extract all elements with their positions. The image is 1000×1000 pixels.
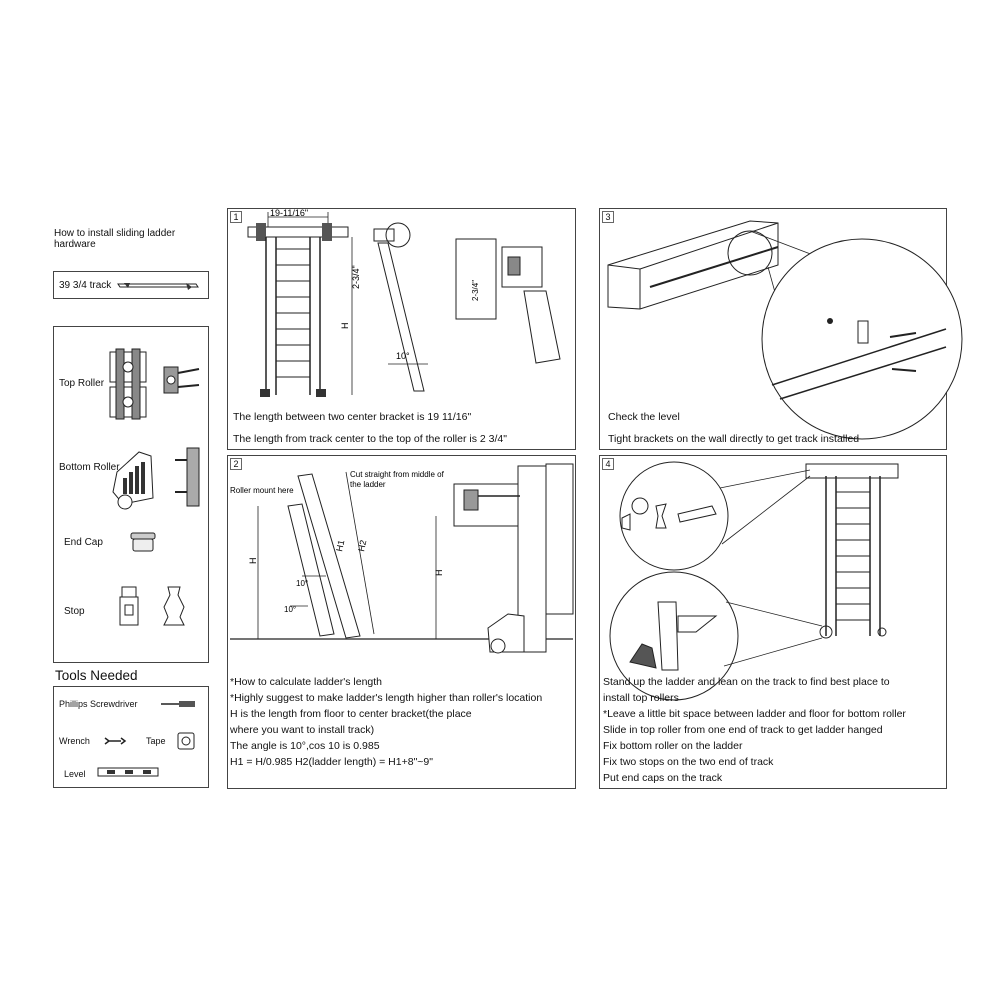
stop-icon — [116, 585, 196, 629]
step-2-line-2: *Highly suggest to make ladder's length higher than roller's location — [230, 692, 543, 704]
step-3-number: 3 — [602, 211, 614, 223]
step-2-note-roller: Roller mount here — [230, 486, 294, 495]
tools-heading: Tools Needed — [55, 668, 138, 683]
level-label: Level — [64, 769, 86, 779]
step-4-line-3: *Leave a little bit space between ladder and floor for bottom roller — [603, 708, 906, 720]
step-4-line-6: Fix two stops on the two end of track — [603, 756, 774, 768]
step-2-note-cut-2: the ladder — [350, 480, 386, 489]
step-3-line-1: Check the level — [608, 411, 680, 423]
step-4-line-2: install top rollers — [603, 692, 679, 704]
step-1-dim-angle: 10° — [396, 351, 410, 361]
step-1-dim-roller: 2-3/4" — [351, 265, 361, 289]
step-2-dim-angle-b: 10° — [284, 605, 297, 614]
step-4-line-1: Stand up the ladder and lean on the track to find best place to — [603, 676, 890, 688]
step-4-line-5: Fix bottom roller on the ladder — [603, 740, 743, 752]
step-2-dim-h2: H2 — [356, 539, 369, 553]
step-1-panel — [227, 208, 576, 450]
step-2-line-1: *How to calculate ladder's length — [230, 676, 383, 688]
step-2-line-4: where you want to install track) — [230, 724, 375, 736]
step-3-panel — [599, 208, 947, 450]
step-2-dim-angle-a: 10° — [296, 579, 309, 588]
step-2-text — [230, 674, 542, 770]
step-2-panel — [227, 455, 576, 789]
step-4-panel — [599, 455, 947, 789]
bottom-roller-label: Bottom Roller — [59, 462, 120, 473]
step-4-number: 4 — [602, 458, 614, 470]
step-1-dim-roller-detail: 2-3/4" — [471, 279, 480, 301]
top-roller-icon — [104, 347, 204, 422]
step-4-diagram — [600, 456, 948, 670]
step-2-dim-h-right: H — [434, 569, 444, 576]
top-roller-label: Top Roller — [59, 378, 105, 389]
step-1-dim-h: H — [340, 322, 350, 329]
step-1-line-2: The length from track center to the top of the roller is 2 3/4" — [233, 433, 507, 445]
step-3-line-2: Tight brackets on the wall directly to get track installed — [608, 433, 860, 445]
step-2-diagram — [228, 456, 577, 666]
step-2-note-cut-1: Cut straight from middle of — [350, 470, 444, 479]
bottom-roller-icon — [109, 442, 209, 512]
step-2-line-6: H1 = H/0.985 H2(ladder length) = H1+8"~9" — [230, 756, 433, 768]
stop-label: Stop — [64, 606, 85, 617]
wrench-icon — [102, 735, 128, 747]
track-box — [53, 271, 209, 299]
end-cap-icon — [129, 531, 159, 555]
step-1-number: 1 — [230, 211, 242, 223]
step-2-line-5: The angle is 10°,cos 10 is 0.985 — [230, 740, 380, 752]
track-label: 39 3/4 track — [59, 280, 112, 291]
step-3-diagram — [600, 209, 948, 409]
step-2-line-3: H is the length from floor to center bracket(the place — [230, 708, 472, 720]
step-4-text — [603, 674, 906, 786]
step-1-dim-width: 19-11/16" — [270, 208, 309, 218]
tools-box — [53, 686, 209, 788]
parts-box — [53, 326, 209, 663]
tape-label: Tape — [146, 736, 166, 746]
level-icon — [97, 767, 162, 777]
step-2-number: 2 — [230, 458, 242, 470]
step-4-line-7: Put end caps on the track — [603, 772, 723, 784]
track-icon — [116, 278, 201, 294]
step-4-line-4: Slide in top roller from one end of track to get ladder hanged — [603, 724, 883, 736]
step-1-diagram — [228, 209, 577, 409]
page-title: How to install sliding ladder hardware — [54, 228, 176, 250]
wrench-label: Wrench — [59, 736, 90, 746]
tape-icon — [177, 732, 195, 750]
screwdriver-icon — [159, 699, 199, 709]
end-cap-label: End Cap — [64, 537, 103, 548]
step-2-dim-h: H — [248, 557, 258, 564]
phillips-label: Phillips Screwdriver — [59, 699, 138, 709]
step-2-dim-h1: H1 — [334, 539, 347, 553]
step-1-line-1: The length between two center bracket is 19 11/16" — [233, 411, 472, 423]
